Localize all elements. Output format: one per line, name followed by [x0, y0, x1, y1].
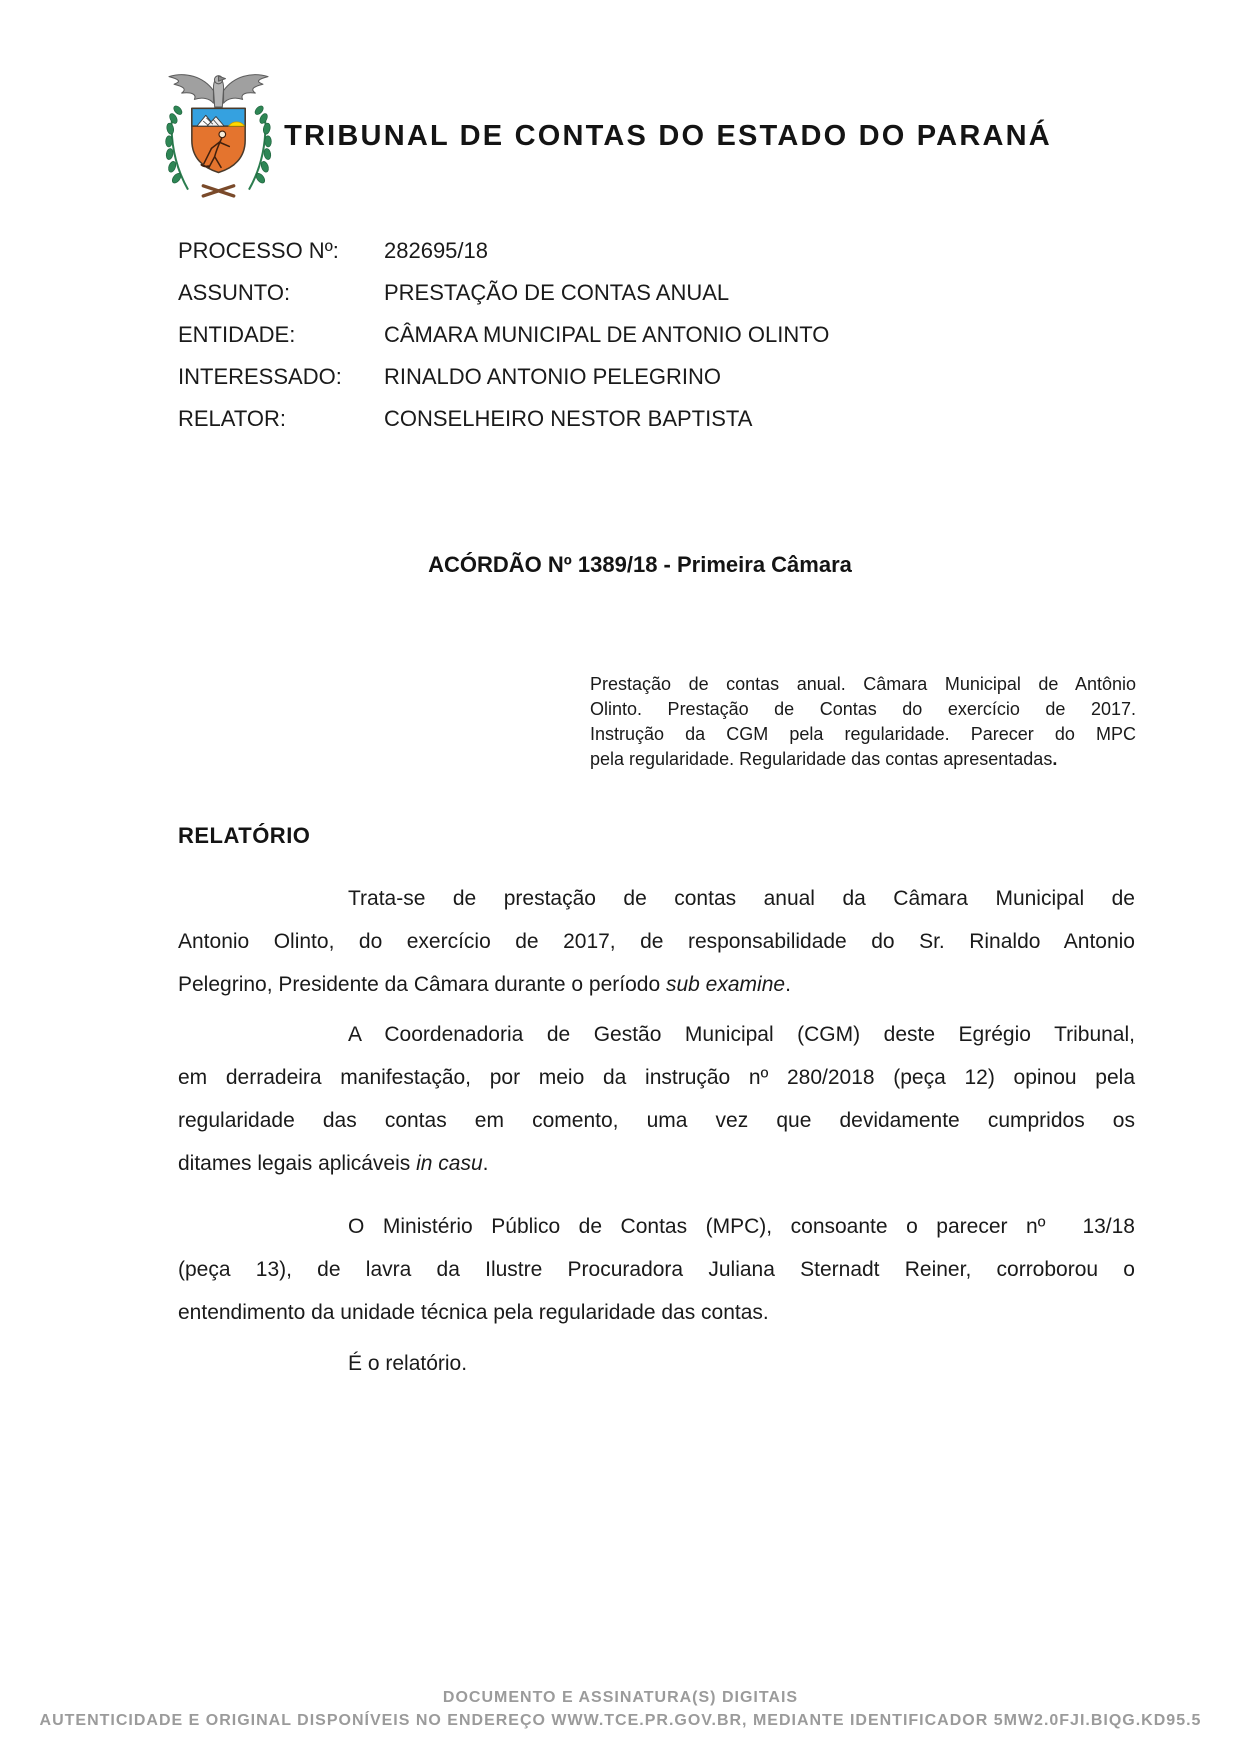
text-line: Antonio Olinto, do exercício de 2017, de responsabilidade do Sr. Rinaldo Antonio — [178, 930, 1135, 953]
text-line: Prestação de contas anual. Câmara Municipal de Antônio — [590, 674, 1136, 694]
text-line: entendimento da unidade técnica pela regularidade das contas. — [178, 1301, 769, 1324]
process-info-label: PROCESSO Nº: — [178, 238, 339, 263]
text-line: É o relatório. — [348, 1352, 468, 1375]
text-line: Olinto. Prestação de Contas do exercício de 2017. — [590, 699, 1136, 719]
footer-digital-signature-note: DOCUMENTO E ASSINATURA(S) DIGITAIS — [442, 1689, 799, 1706]
report-paragraph-1 — [178, 877, 1135, 1006]
process-info-row — [178, 356, 829, 398]
process-info-label: ENTIDADE: — [178, 322, 296, 347]
text-line: A Coordenadoria de Gestão Municipal (CGM) deste Egrégio Tribunal, — [348, 1023, 1135, 1046]
text-line: pela regularidade. Regularidade das contas apresentadas. — [590, 749, 1058, 769]
process-info-row — [178, 230, 829, 272]
process-info-block — [178, 230, 829, 440]
process-info-label: ASSUNTO: — [178, 280, 291, 305]
process-info-row — [178, 314, 829, 356]
org-title: TRIBUNAL DE CONTAS DO ESTADO DO PARANÁ — [284, 120, 1052, 152]
process-info-value: CONSELHEIRO NESTOR BAPTISTA — [384, 406, 753, 431]
report-closing-line — [178, 1342, 1135, 1385]
process-info-value: CÂMARA MUNICIPAL DE ANTONIO OLINTO — [384, 322, 830, 347]
text-line: regularidade das contas em comento, uma vez que devidamente cumpridos os — [178, 1109, 1135, 1132]
text-line: em derradeira manifestação, por meio da instrução nº 280/2018 (peça 12) opinou pela — [178, 1066, 1135, 1089]
text-line: ditames legais aplicáveis in casu. — [178, 1152, 489, 1175]
report-paragraph-3 — [178, 1205, 1135, 1334]
process-info-row — [178, 272, 829, 314]
process-info-value: RINALDO ANTONIO PELEGRINO — [384, 364, 722, 389]
process-info-value: 282695/18 — [384, 238, 488, 263]
text-line: Instrução da CGM pela regularidade. Parecer do MPC — [590, 724, 1136, 744]
text-line: Trata-se de prestação de contas anual da Câmara Municipal de — [348, 887, 1135, 910]
process-info-label: INTERESSADO: — [178, 364, 342, 389]
footer-authenticity-note: AUTENTICIDADE E ORIGINAL DISPONÍVEIS NO ENDEREÇO WWW.TCE.PR.GOV.BR, MEDIANTE IDENTIFICADOR 5MW2.0FJI.BIQG.KD95.5 — [39, 1712, 1202, 1729]
report-heading: RELATÓRIO — [178, 823, 311, 848]
process-info-label: RELATOR: — [178, 406, 286, 431]
decision-title: ACÓRDÃO Nº 1389/18 - Primeira Câmara — [428, 552, 852, 577]
text-line: (peça 13), de lavra da Ilustre Procuradora Juliana Sternadt Reiner, corroborou o — [178, 1258, 1135, 1281]
text-line: Pelegrino, Presidente da Câmara durante o período sub examine. — [178, 973, 791, 996]
report-paragraph-2 — [178, 1013, 1135, 1185]
text-line: O Ministério Público de Contas (MPC), consoante o parecer nº 13/18 — [348, 1215, 1135, 1238]
process-info-row — [178, 398, 829, 440]
process-info-value: PRESTAÇÃO DE CONTAS ANUAL — [384, 280, 730, 305]
case-summary-ementa — [590, 672, 1136, 772]
